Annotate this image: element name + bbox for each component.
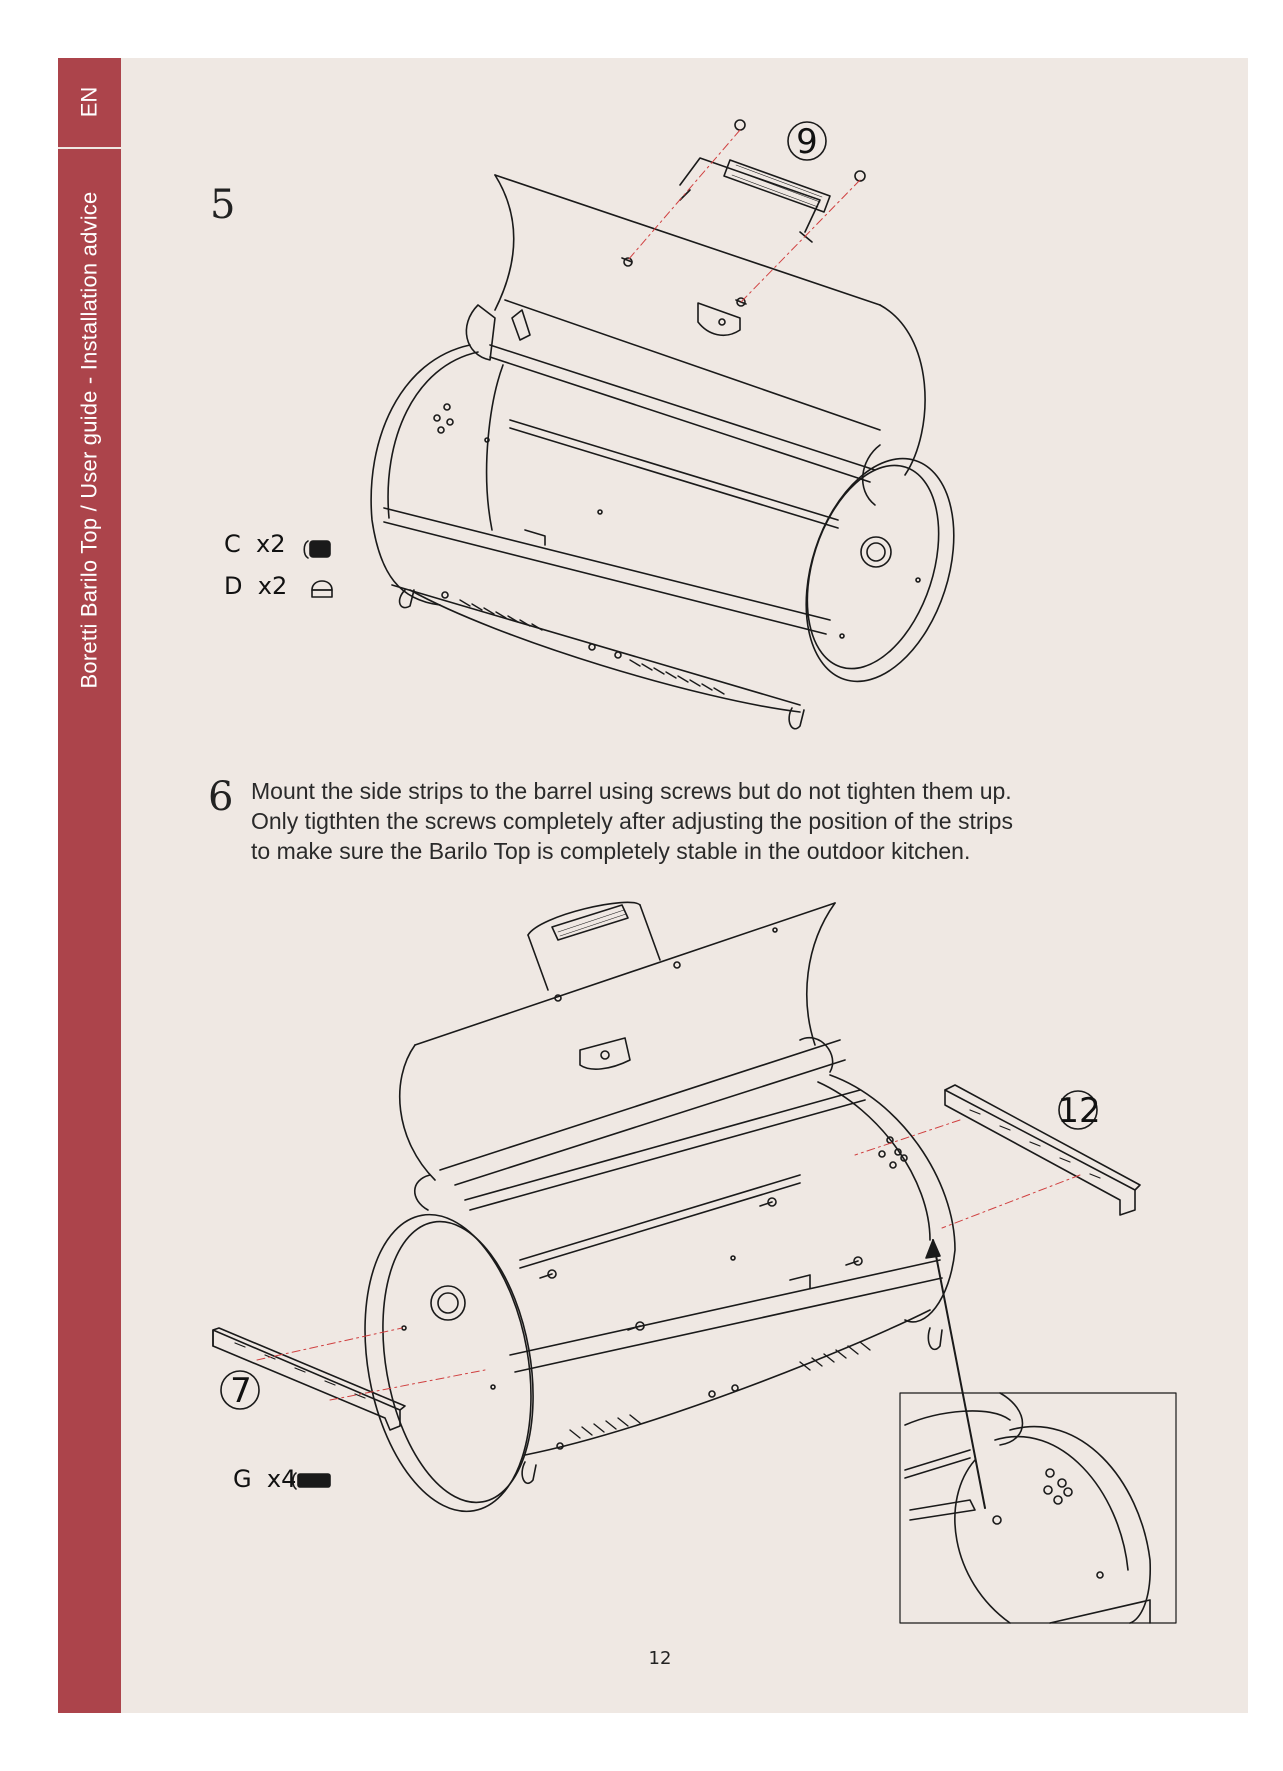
step-5-number: 5 [210,182,236,228]
cap-screw-icon [304,541,330,558]
instruction-line: Only tigthten the screws completely after adjusting the position of the strips [251,808,1013,834]
step-6-number: 6 [208,774,234,820]
barrel-illustration-step6 [213,902,1140,1524]
barrel-illustration-step5 [371,120,980,729]
screw-icon [293,1473,330,1489]
callout-12: 12 [1057,1091,1101,1131]
language-label: EN [76,86,102,118]
screws [622,120,865,306]
part-d-label: D x2 [224,572,288,600]
page-number: 12 [648,1648,672,1669]
detail-inset [900,1393,1176,1623]
cap-nut-icon [312,581,332,597]
part-g-label: G x4 [233,1465,297,1493]
callout-9: 9 [796,122,818,162]
sidebar-title-text: Boretti Barilo Top / User guide - Installation advice [76,191,102,689]
instruction-line: to make sure the Barilo Top is completely stable in the outdoor kitchen. [251,838,971,864]
instruction-line: Mount the side strips to the barrel using screws but do not tighten them up. [251,778,1012,804]
part-c-label: C x2 [224,530,286,558]
handle [680,158,830,242]
callout-7: 7 [230,1371,252,1411]
